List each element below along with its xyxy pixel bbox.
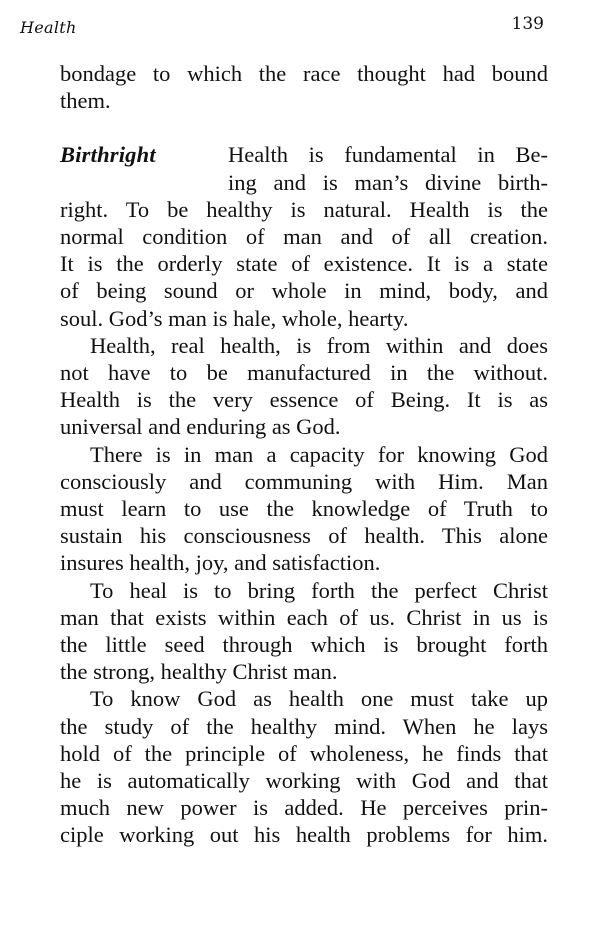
section-heading: Birthright <box>60 142 156 168</box>
paragraph <box>60 577 548 686</box>
paragraph-birthright <box>60 141 548 331</box>
text-line: There is in man a capacity for knowing God <box>90 441 548 467</box>
text-line: Health, real health, is from within and does <box>90 332 548 358</box>
text-line: Health is fundamental in Be- <box>228 142 548 168</box>
continuation-paragraph <box>60 60 548 114</box>
text-line: To know God as health one must take up <box>90 686 548 712</box>
text-line: bondage to which the race thought had bound <box>60 61 548 86</box>
text-line: sustain his consciousness of health. This alone <box>60 523 548 549</box>
text-line: right. To be healthy is natural. Health is the <box>60 196 548 222</box>
text-line: the strong, healthy Christ man. <box>60 659 338 685</box>
text-line: much new power is added. He perceives prin- <box>60 795 548 821</box>
paragraph <box>60 441 548 577</box>
paragraph <box>60 685 548 848</box>
text-line: the little seed through which is brought forth <box>60 632 548 658</box>
paragraph <box>60 332 548 441</box>
running-head: Health <box>20 18 77 37</box>
text-line: It is the orderly state of existence. It is a state <box>60 251 548 277</box>
text-line: universal and enduring as God. <box>60 414 341 440</box>
text-line: ing and is man’s divine birth- <box>228 169 548 195</box>
text-line: ciple working out his health problems for him. <box>60 822 548 848</box>
text-line: normal condition of man and of all creation. <box>60 224 548 250</box>
text-line: hold of the principle of wholeness, he finds that <box>60 740 548 766</box>
page-number: 139 <box>511 14 544 34</box>
text-line: the study of the healthy mind. When he lays <box>60 713 548 739</box>
text-line: soul. God’s man is hale, whole, hearty. <box>60 305 409 331</box>
text-line: must learn to use the knowledge of Truth to <box>60 496 548 522</box>
text-line: of being sound or whole in mind, body, and <box>60 278 548 304</box>
text-line: he is automatically working with God and that <box>60 768 548 794</box>
text-line: To heal is to bring forth the perfect Christ <box>90 577 548 603</box>
text-line: man that exists within each of us. Christ in us is <box>60 604 548 630</box>
text-line: Health is the very essence of Being. It is as <box>60 387 548 413</box>
body-text <box>60 60 548 849</box>
text-line: them. <box>60 88 111 114</box>
text-line: insures health, joy, and satisfaction. <box>60 550 381 576</box>
text-line: consciously and communing with Him. Man <box>60 468 548 494</box>
text-line: not have to be manufactured in the without. <box>60 360 548 386</box>
